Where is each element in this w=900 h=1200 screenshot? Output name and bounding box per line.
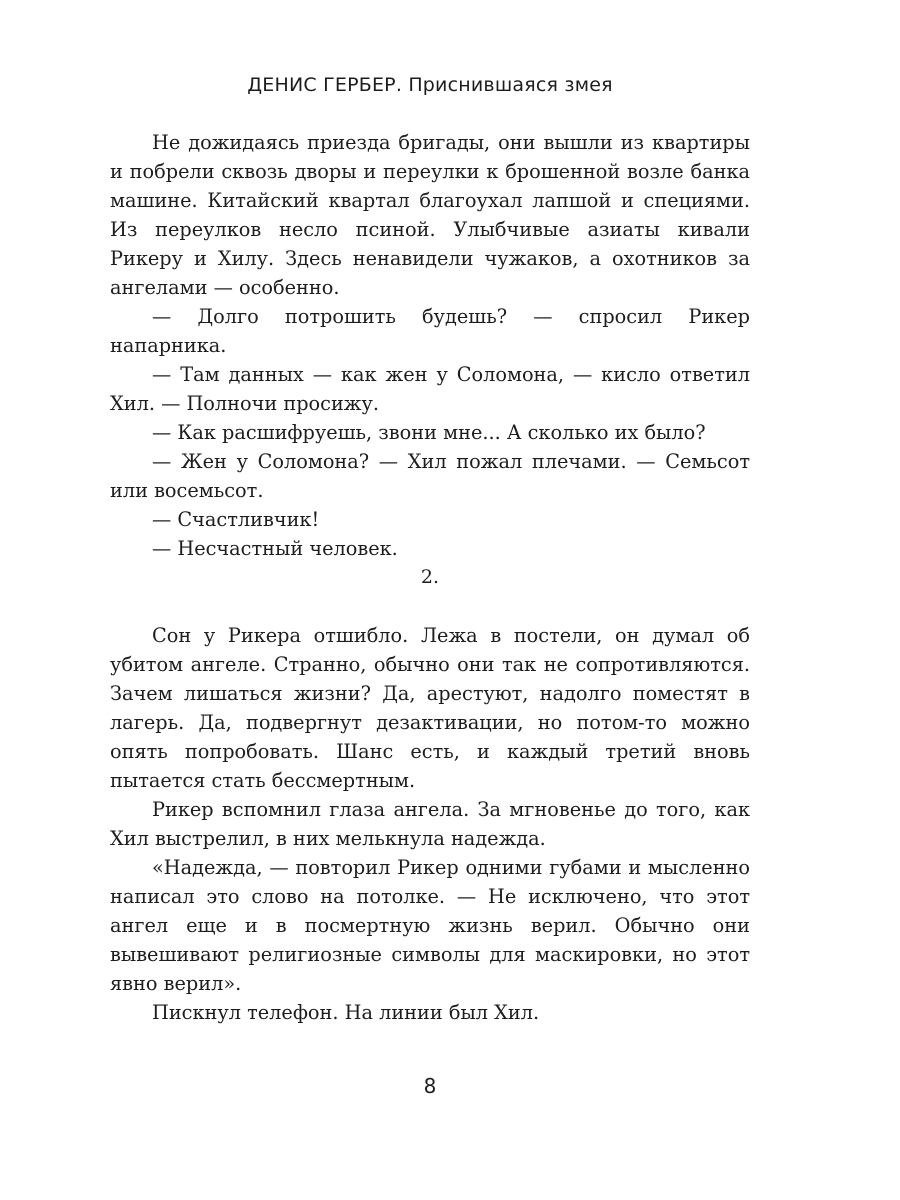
dialogue-line: — Несчастный человек. <box>152 537 398 560</box>
section-1-text <box>110 128 750 563</box>
dialogue-line: — Жен у Соломона? — Хил пожал плечами. — Семьсот или восемьсот. <box>110 450 750 502</box>
header-author: ДЕНИС ГЕРБЕР. <box>247 74 403 96</box>
paragraph: Пискнул телефон. На линии был Хил. <box>152 1001 540 1024</box>
running-header <box>110 74 750 96</box>
book-page <box>110 0 750 1200</box>
dialogue-line: — Долго потрошить будешь? — спросил Рикер напарника. <box>110 305 750 357</box>
dialogue-line: — Там данных — как жен у Соломона, — кисло ответил Хил. — Полночи просижу. <box>110 363 750 415</box>
paragraph: «Надежда, — повторил Рикер одними губами и мысленно написал это слово на потолке. — Не исключено, что этот ангел еще и в посмертную жизнь верил. Обычно они вывешивают религиозные символы для маскировки, но этот явно верил». <box>110 856 750 995</box>
dialogue-line: — Счастливчик! <box>152 508 320 531</box>
dialogue-line: — Как расшифруешь, звони мне... А сколько их было? <box>152 421 706 444</box>
paragraph: Сон у Рикера отшибло. Лежа в постели, он думал об убитом ангеле. Странно, обычно они так не сопротивляются. Зачем лишаться жизни? Да, арестуют, надолго поместят в лагерь. Да, подвергнут дезактивации, но потом-то можно опять попробовать. Шанс есть, и каждый третий вновь пытается стать бессмертным. <box>110 624 750 792</box>
section-number: 2. <box>420 566 440 588</box>
section-2-text <box>110 621 750 1027</box>
paragraph: Не дожидаясь приезда бригады, они вышли из квартиры и побрели сквозь дворы и переулки к брошенной возле банка машине. Китайский квартал благоухал лапшой и специями. Из переулков несло псиной. Улыбчивые азиаты кивали Рикеру и Хилу. Здесь ненавидели чужаков, а охотников за ангелами — особенно. <box>110 131 750 299</box>
page-number: 8 <box>423 1074 437 1098</box>
header-title: Приснившаяся змея <box>408 74 613 96</box>
paragraph: Рикер вспомнил глаза ангела. За мгновенье до того, как Хил выстрелил, в них мелькнула надежда. <box>110 798 750 850</box>
